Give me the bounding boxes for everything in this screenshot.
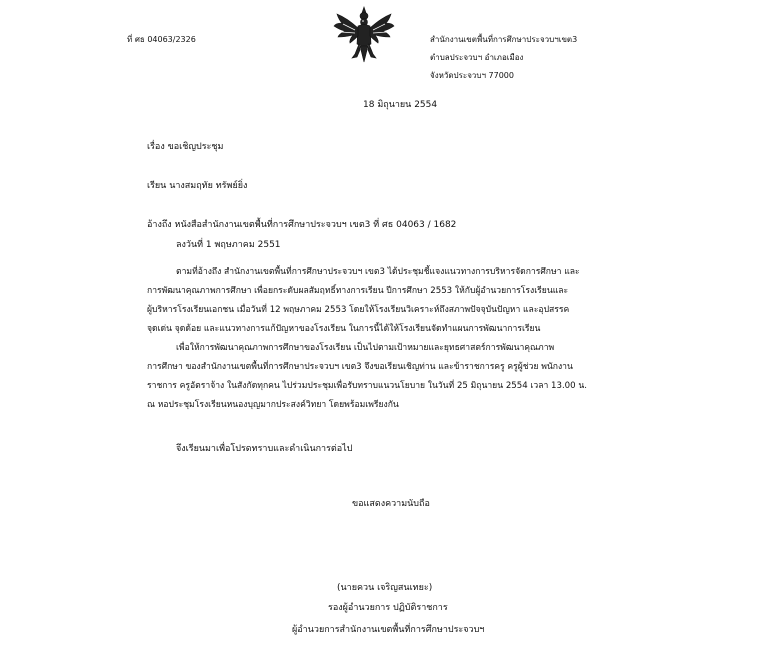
document-number: ที่ ศธ 04063/2326 — [127, 35, 196, 44]
document-date: 18 มิถุนายน 2554 — [363, 100, 438, 110]
body-para2-line1: เพื่อให้การพัฒนาคุณภาพการศึกษาของโรงเรียน เป็นไปตามเป้าหมายและยุทธศาสตร์การพัฒนาคุณภาพ — [176, 343, 555, 353]
office-line-2: ตำบลประจวบฯ อำเภอเมือง — [430, 53, 524, 62]
reference-date-line: ลงวันที่ 1 พฤษภาคม 2551 — [176, 240, 281, 250]
body-para1-line2: การพัฒนาคุณภาพการศึกษา เพื่อยกระดับผลสัมฤทธิ์ทางการเรียน ปีการศึกษา 2553 ให้กับผู้อำนวยการโรงเรียนและ — [147, 286, 569, 296]
reference-line: อ้างถึง หนังสือสำนักงานเขตพื้นที่การศึกษาประจวบฯ เขต3 ที่ ศธ 04063 / 1682 — [147, 220, 457, 230]
garuda-emblem-icon — [333, 6, 395, 64]
office-line-3: จังหวัดประจวบฯ 77000 — [430, 71, 514, 80]
body-para1-line1: ตามที่อ้างถึง สำนักงานเขตพื้นที่การศึกษาประจวบฯ เขต3 ได้ประชุมชี้แจงแนวทางการบริหารจัดการศึกษา และ — [176, 267, 580, 277]
signature-title-2: ผู้อำนวยการสำนักงานเขตพื้นที่การศึกษาประจวบฯ — [292, 625, 485, 635]
signature-name: (นายควน เจริญสนเทยะ) — [337, 583, 433, 593]
body-para1-line4: จุดเด่น จุดด้อย และแนวทางการแก้ปัญหาของโรงเรียน ในการนี้ได้ให้โรงเรียนจัดทำแผนการพัฒนาการเรียน — [147, 324, 541, 334]
body-para2-line2: การศึกษา ของสำนักงานเขตพื้นที่การศึกษาประจวบฯ เขต3 จึงขอเรียนเชิญท่าน และข้าราชการครู ครูผู้ช่วย พนักงาน — [147, 362, 573, 372]
recipient-line: เรียน นางสมฤทัย ทรัพย์ยิ่ง — [147, 181, 248, 191]
body-para2-line4: ณ หอประชุมโรงเรียนหนองบุญมากประสงค์วิทยา โดยพร้อมเพรียงกัน — [147, 400, 399, 410]
subject-line: เรื่อง ขอเชิญประชุม — [147, 142, 224, 152]
office-line-1: สำนักงานเขตพื้นที่การศึกษาประจวบฯเขต3 — [430, 35, 578, 44]
regards-line: ขอแสดงความนับถือ — [352, 499, 430, 509]
signature-title-1: รองผู้อำนวยการ ปฏิบัติราชการ — [328, 603, 448, 613]
closing-line: จึงเรียนมาเพื่อโปรดทราบและดำเนินการต่อไป — [176, 444, 353, 454]
body-para1-line3: ผู้บริหารโรงเรียนเอกชน เมื่อวันที่ 12 พฤษภาคม 2553 โดยให้โรงเรียนวิเคราะห์ถึงสภาพปัจจุบันปัญหา และอุปสรรค — [147, 305, 570, 315]
body-para2-line3: ราชการ ครูอัตราจ้าง ในสังกัดทุกคน ไปร่วมประชุมเพื่อรับทราบแนวนโยบาย ในวันที่ 25 มิถุนายน 2554 เวลา 13.00 น. — [147, 381, 587, 391]
